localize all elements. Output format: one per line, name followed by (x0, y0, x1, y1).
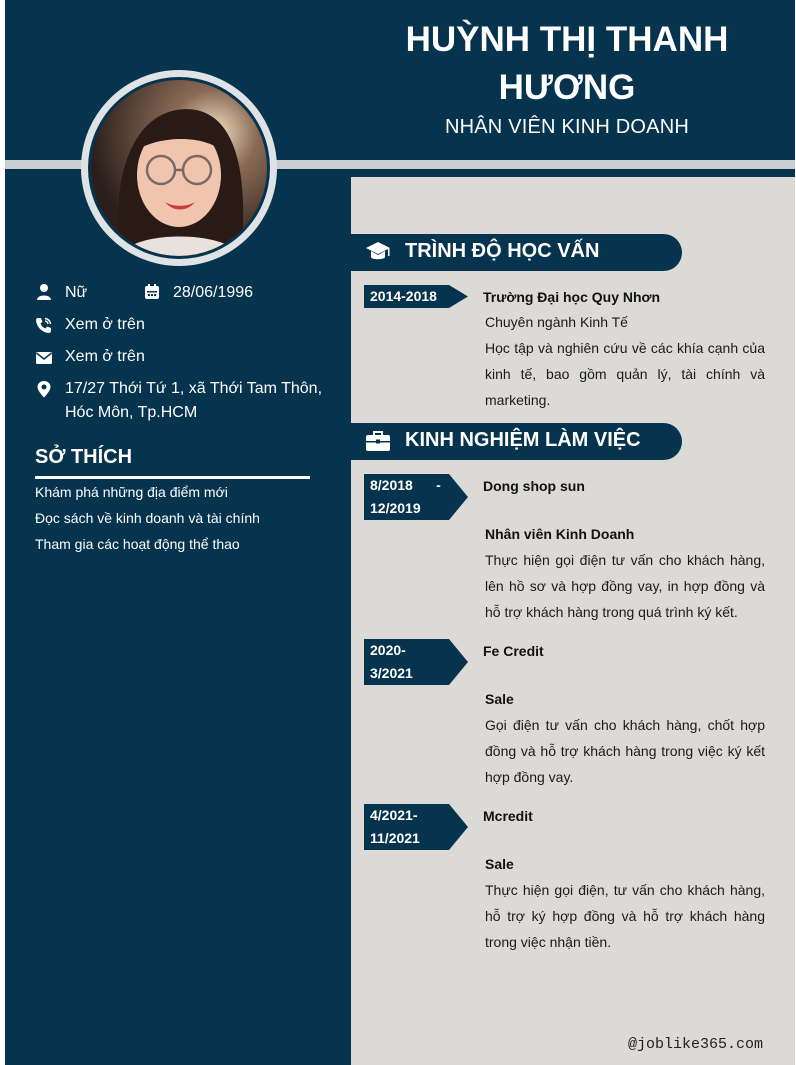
candidate-name-line2: HƯƠNG (498, 68, 636, 107)
job-period-start: 2020- (370, 642, 406, 658)
job-description: Gọi điện tư vấn cho khách hàng, chốt hợp đồng và hỗ trợ khách hàng trong việc ký kết hợp đồng vay. (485, 717, 765, 785)
job-period-tag (364, 804, 468, 850)
job-role: Nhân viên Kinh Doanh (485, 526, 635, 542)
experience-heading: KINH NGHIỆM LÀM VIỆC (405, 429, 641, 451)
phone-icon (35, 316, 53, 334)
experience-section-header (351, 423, 682, 460)
job-period-tag (364, 474, 468, 520)
email-text: Xem ở trên (65, 348, 145, 365)
education-period: 2014-2018 (370, 288, 437, 304)
school-name: Trường Đại học Quy Nhơn (483, 289, 661, 305)
address-line1: 17/27 Thới Tứ 1, xã Thới Tam Thôn, (65, 380, 323, 397)
briefcase-icon (365, 429, 391, 453)
sidebar (5, 177, 351, 1065)
education-section-header (351, 234, 682, 271)
location-pin-icon (35, 380, 53, 398)
hobby-item: Khám phá những địa điểm mới (35, 484, 228, 500)
job-period-end: 12/2019 (370, 500, 421, 516)
profile-photo (91, 80, 267, 256)
job-role: Sale (485, 691, 514, 707)
hobbies-heading: SỞ THÍCH (35, 446, 133, 468)
job-description: Thực hiện gọi điện tư vấn cho khách hàng, lên hồ sơ và hợp đồng vay, in hợp đồng và hỗ trợ khách hàng trong quá trình ký kết. (485, 552, 765, 620)
calendar-icon (143, 283, 161, 301)
education-heading: TRÌNH ĐỘ HỌC VẤN (405, 240, 600, 262)
company-name: Mcredit (483, 808, 533, 824)
job-title: NHÂN VIÊN KINH DOANH (444, 116, 690, 138)
company-name: Fe Credit (483, 643, 544, 659)
watermark: @joblike365.com (628, 1036, 764, 1053)
phone-text: Xem ở trên (65, 316, 145, 333)
job-period-end: 3/2021 (370, 665, 413, 681)
job-description: Thực hiện gọi điện, tư vấn cho khách hàng, hỗ trợ ký hợp đồng và hỗ trợ khách hàng trong việc nhận tiền. (485, 882, 765, 950)
hobby-item: Đọc sách về kinh doanh và tài chính (35, 510, 260, 526)
candidate-name (375, 16, 759, 112)
address-text (65, 377, 345, 425)
job-period-tag (364, 639, 468, 685)
company-name: Dong shop sun (483, 478, 585, 494)
user-icon (35, 283, 53, 301)
birthdate-text: 28/06/1996 (173, 284, 254, 301)
gender-text: Nữ (65, 284, 88, 301)
candidate-name-line1: HUỲNH THỊ THANH (405, 20, 729, 59)
job-period-end: 11/2021 (370, 830, 420, 846)
avatar (91, 80, 267, 256)
hobbies-underline (35, 476, 310, 479)
job-period-start: 8/2018 - (370, 477, 441, 493)
education-major: Chuyên ngành Kinh Tế (485, 314, 628, 330)
job-period-start: 4/2021- (370, 807, 418, 823)
envelope-icon (35, 349, 53, 367)
address-line2: Hóc Môn, Tp.HCM (65, 404, 198, 421)
graduation-cap-icon (365, 240, 391, 264)
avatar-frame (81, 70, 277, 266)
hobby-item: Tham gia các hoạt động thể thao (35, 536, 240, 552)
education-period-tag (364, 285, 468, 308)
job-role: Sale (485, 856, 514, 872)
cv-page (5, 0, 795, 1065)
education-description: Học tập và nghiên cứu về các khía cạnh của kinh tế, bao gồm quản lý, tài chính và marketing. (485, 340, 765, 408)
